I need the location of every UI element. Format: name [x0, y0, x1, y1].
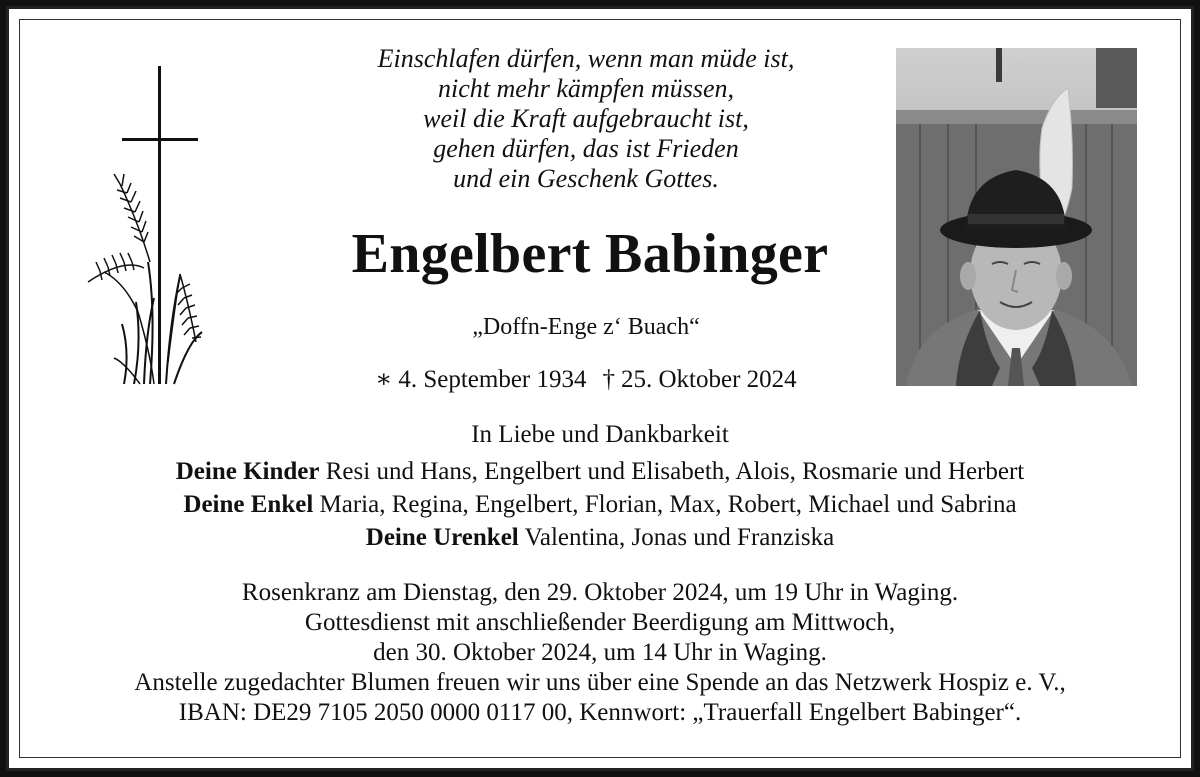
death-date: 25. Oktober 2024: [621, 366, 797, 393]
service-notice: [0, 578, 1200, 728]
family-names: Maria, Regina, Engelbert, Florian, Max, Robert, Michael und Sabrina: [319, 491, 1017, 518]
deceased-nickname: „Doffn-Enge z‘ Buach“: [472, 314, 700, 340]
poem-line: gehen dürfen, das ist Frieden: [433, 134, 739, 163]
notice-line: Anstelle zugedachter Blumen freuen wir uns über eine Spende an das Netzwerk Hospiz e. V.,: [134, 669, 1066, 696]
family-label: Deine Kinder: [175, 458, 320, 485]
birth-date: 4. September 1934: [398, 366, 587, 393]
love-line: In Liebe und Dankbarkeit: [471, 421, 729, 448]
family-names: Resi und Hans, Engelbert und Elisabeth, Alois, Rosmarie und Herbert: [325, 458, 1025, 485]
notice-line: Gottesdienst mit anschließender Beerdigung am Mittwoch,: [304, 609, 896, 636]
death-dagger-icon: †: [602, 366, 615, 393]
poem-line: und ein Geschenk Gottes.: [453, 164, 719, 193]
deceased-name: Engelbert Babinger: [351, 223, 829, 285]
poem-line: weil die Kraft aufgebraucht ist,: [423, 104, 749, 133]
poem-line: nicht mehr kämpfen müssen,: [437, 74, 735, 103]
cross-with-wheat-icon: [84, 62, 214, 392]
family-row: [0, 488, 1200, 521]
family-names: Valentina, Jonas und Franziska: [524, 524, 835, 551]
poem: [330, 44, 842, 194]
notice-line: Rosenkranz am Dienstag, den 29. Oktober 2024, um 19 Uhr in Waging.: [241, 579, 959, 606]
poem-line: Einschlafen dürfen, wenn man müde ist,: [377, 44, 795, 73]
life-dates: [300, 364, 872, 396]
family-row: [0, 455, 1200, 488]
portrait-photo: [896, 48, 1137, 386]
family-label: Deine Urenkel: [365, 524, 519, 551]
family-row: [0, 521, 1200, 554]
birth-star-icon: ∗: [375, 366, 393, 393]
family-label: Deine Enkel: [183, 491, 314, 518]
notice-line: den 30. Oktober 2024, um 14 Uhr in Waging.: [373, 639, 827, 666]
family-list: [0, 455, 1200, 554]
notice-line: IBAN: DE29 7105 2050 0000 0117 00, Kennwort: „Trauerfall Engelbert Babinger“.: [178, 699, 1022, 726]
